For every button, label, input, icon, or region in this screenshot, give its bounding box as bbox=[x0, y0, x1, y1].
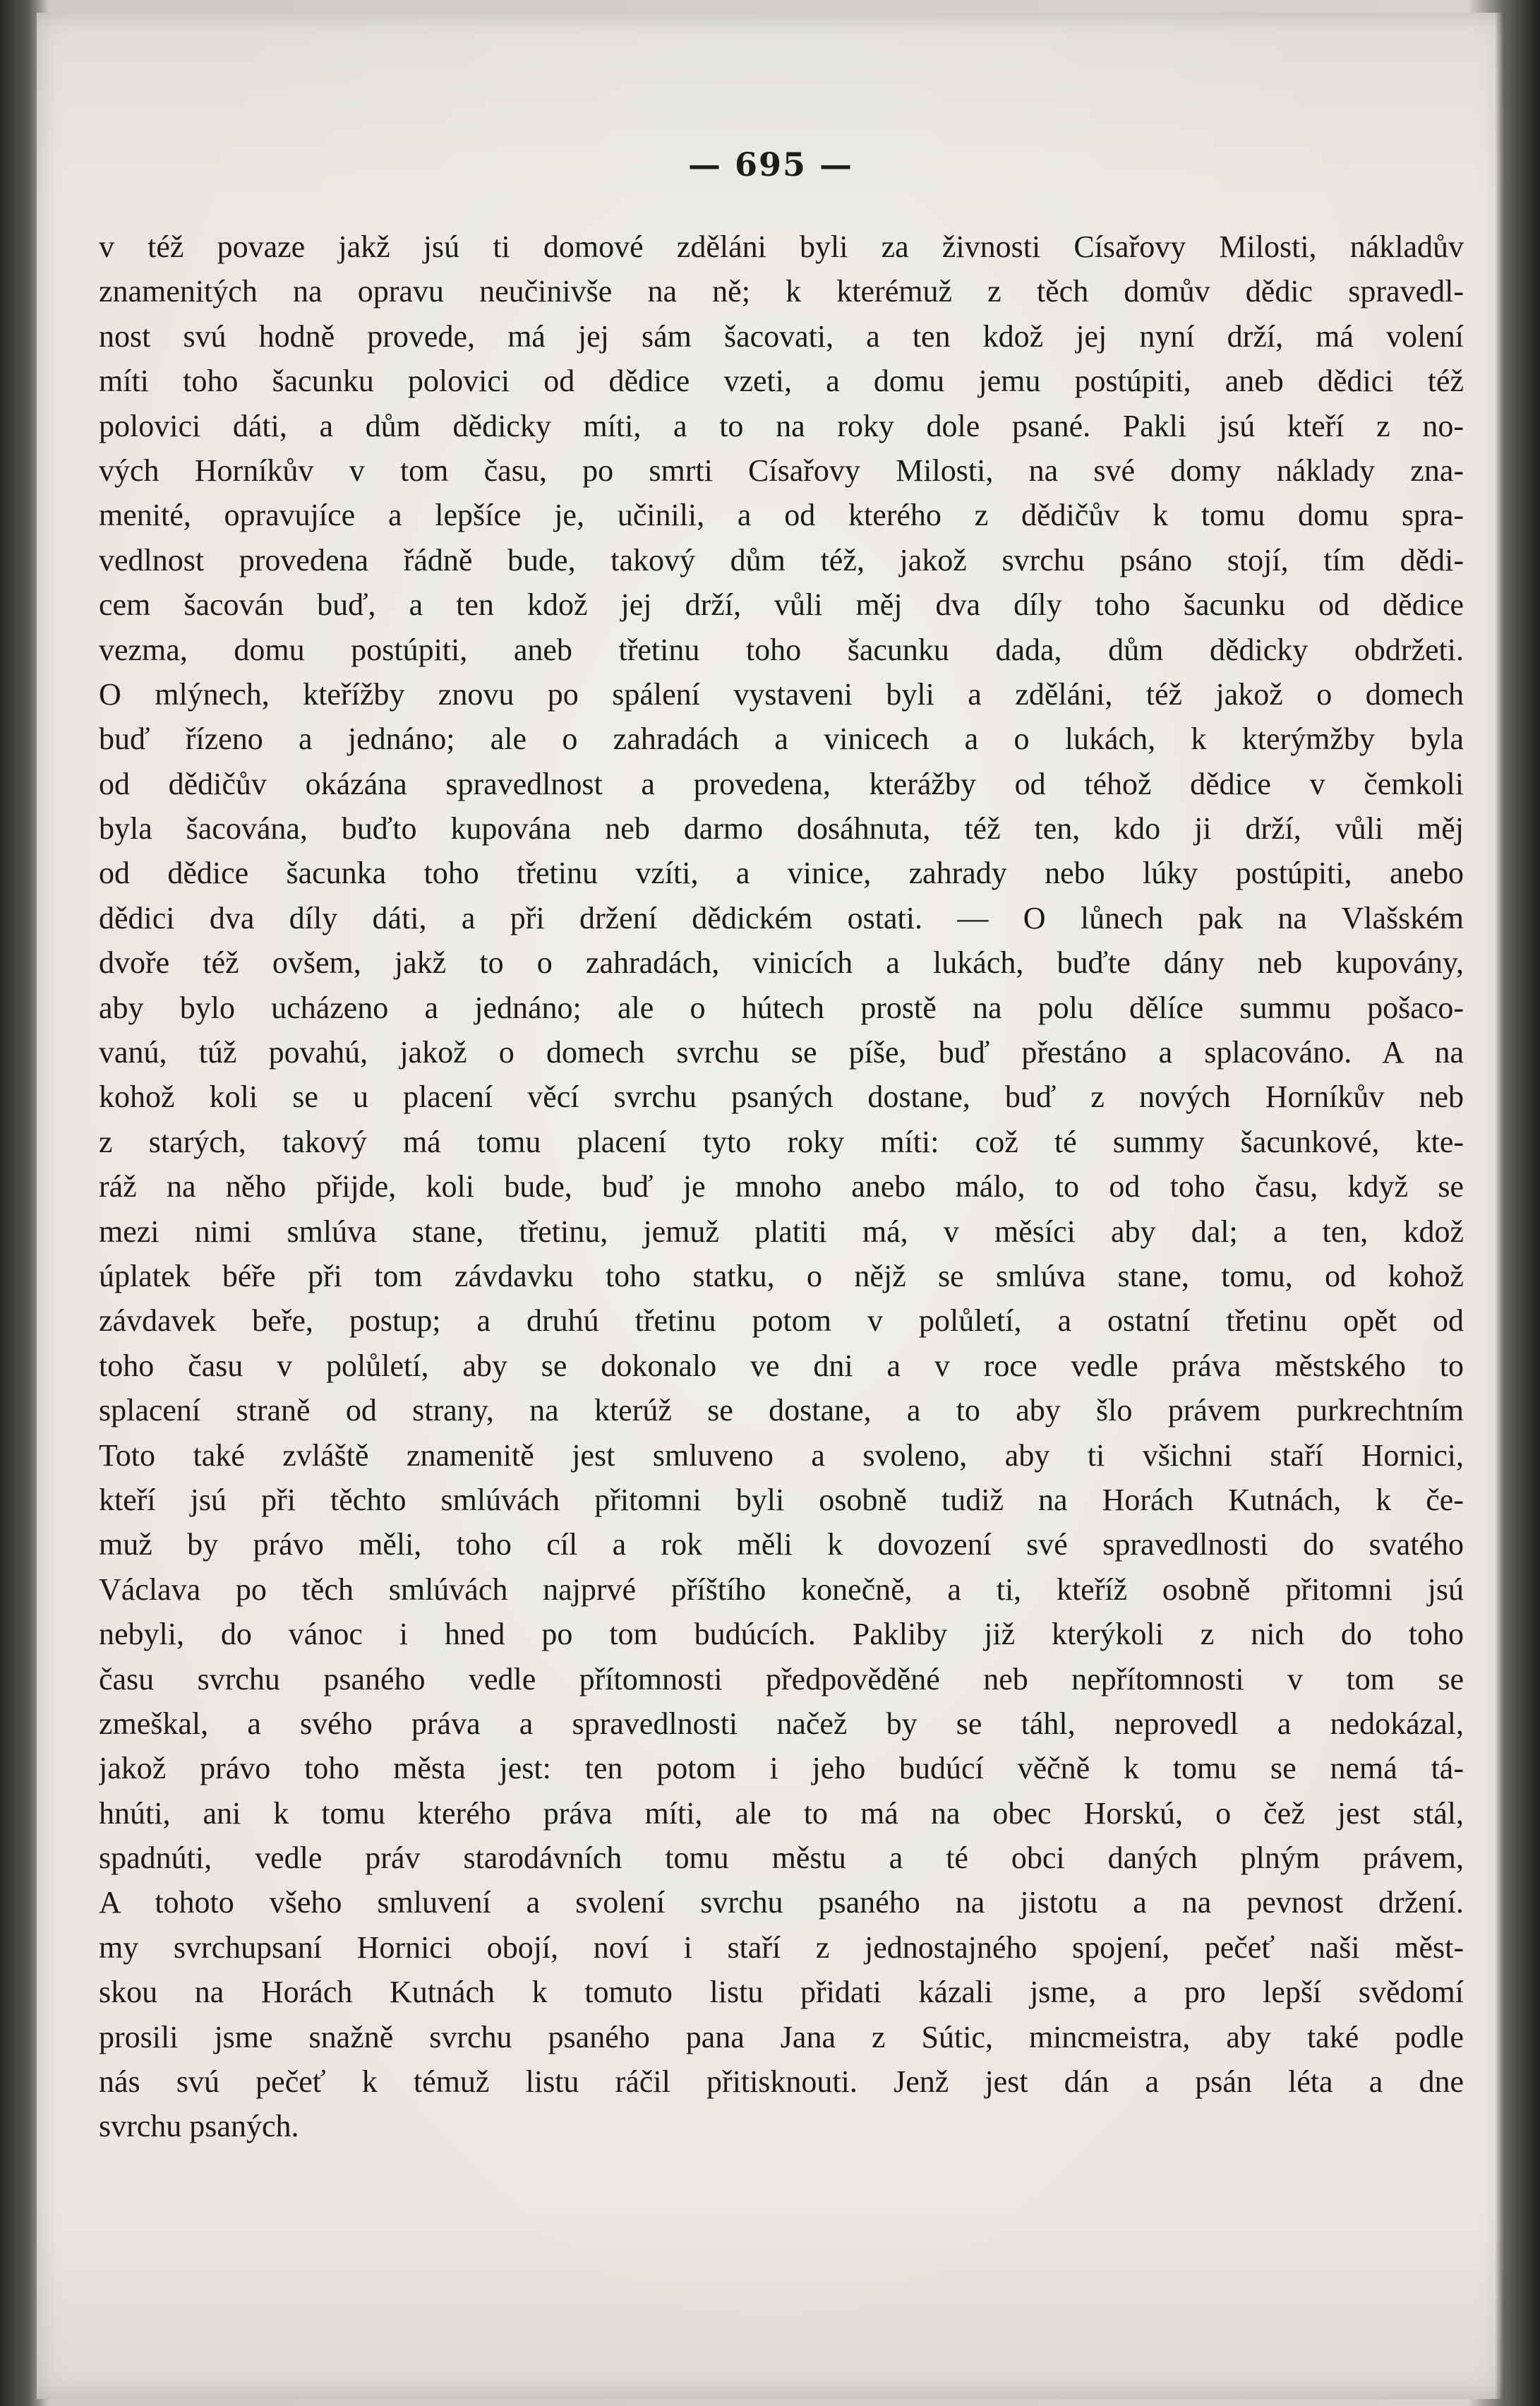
text-line: ráž na něho přijde, koli bude, buď je mnoho anebo málo, to od toho času, když se bbox=[99, 1169, 1464, 1204]
text-line: nost svú hodně provede, má jej sám šacovati, a ten kdož jej nyní drží, má volení bbox=[99, 318, 1464, 354]
text-line: závdavek beře, postup; a druhú třetinu potom v polůletí, a ostatní třetinu opět od bbox=[99, 1303, 1464, 1339]
text-line: dědici dva díly dáti, a při držení dědickém ostati. — O lůnech pak na Vlašském bbox=[99, 900, 1464, 935]
text-line: od dědice šacunka toho třetinu vzíti, a vinice, zahrady nebo lúky postúpiti, anebo bbox=[99, 856, 1464, 891]
text-line: v též povaze jakž jsú ti domové zděláni byli za živnosti Císařovy Milosti, nákladův bbox=[99, 229, 1464, 264]
text-line: dvoře též ovšem, jakž to o zahradách, vinicích a lukách, buďte dány neb kupovány, bbox=[99, 945, 1464, 981]
text-line: A tohoto všeho smluvení a svolení svrchu psaného na jistotu a na pevnost držení. bbox=[99, 1885, 1464, 1920]
text-line: O mlýnech, kteřížby znovu po spálení vystaveni byli a zděláni, též jakož o domech bbox=[99, 676, 1464, 712]
text-line: mezi nimi smlúva stane, třetinu, jemuž platiti má, v měsíci aby dal; a ten, kdož bbox=[99, 1214, 1464, 1249]
text-line: vedlnost provedena řádně bude, takový dům též, jakož svrchu psáno stojí, tím dědi- bbox=[99, 542, 1464, 577]
page-gutter-shadow bbox=[1495, 13, 1505, 2399]
text-line: Václava po těch smlúvách najprvé příštího konečně, a ti, kteříž osobně přitomni jsú bbox=[99, 1572, 1464, 1607]
page-number: — 695 — bbox=[687, 145, 854, 184]
text-line: času svrchu psaného vedle přítomnosti předpověděné neb nepřítomnosti v tom se bbox=[99, 1661, 1464, 1696]
text-line: aby bylo ucházeno a jednáno; ale o hútech prostě na polu dělíce summu pošaco- bbox=[99, 990, 1464, 1025]
text-line: toho času v polůletí, aby se dokonalo ve dni a v roce vedle práva městského to bbox=[99, 1348, 1464, 1383]
text-line: kohož koli se u placení věcí svrchu psaných dostane, buď z nových Horníkův neb bbox=[99, 1079, 1464, 1115]
text-line: kteří jsú při těchto smlúvách přitomni byli osobně tudiž na Horách Kutnách, k če- bbox=[99, 1482, 1464, 1517]
text-line: hnúti, ani k tomu kterého práva míti, ale to má na obec Horskú, o čež jest stál, bbox=[99, 1795, 1464, 1831]
text-line: byla šacována, buďto kupována neb darmo dosáhnuta, též ten, kdo ji drží, vůli měj bbox=[99, 811, 1464, 846]
text-line: vezma, domu postúpiti, aneb třetinu toho šacunku dada, dům dědicky obdržeti. bbox=[99, 632, 1464, 667]
book-page bbox=[37, 13, 1505, 2399]
text-line: znamenitých na opravu neučinivše na ně; k kterémuž z těch domův dědic spravedl- bbox=[99, 274, 1464, 309]
text-line: skou na Horách Kutnách k tomuto listu přidati kázali jsme, a pro lepší svědomí bbox=[99, 1975, 1464, 2010]
text-line: cem šacován buď, a ten kdož jej drží, vůli měj dva díly toho šacunku od dědice bbox=[99, 587, 1464, 623]
text-line: my svrchupsaní Hornici obojí, noví i staří z jednostajného spojení, pečeť naši měst- bbox=[99, 1929, 1464, 1965]
text-line: vých Horníkův v tom času, po smrti Císařovy Milosti, na své domy náklady zna- bbox=[99, 453, 1464, 488]
text-line: splacení straně od strany, na kterúž se dostane, a to aby šlo právem purkrechtním bbox=[99, 1393, 1464, 1428]
text-line: spadnúti, vedle práv starodávních tomu městu a té obci daných plným právem, bbox=[99, 1841, 1464, 1876]
text-line: z starých, takový má tomu placení tyto roky míti: což té summy šacunkové, kte- bbox=[99, 1124, 1464, 1159]
text-line: míti toho šacunku polovici od dědice vzeti, a domu jemu postúpiti, aneb dědici též bbox=[99, 364, 1464, 399]
text-line-final: svrchu psaných. bbox=[99, 2109, 299, 2144]
text-line: Toto také zvláště znamenitě jest smluveno a svoleno, aby ti všichni staří Hornici, bbox=[99, 1437, 1464, 1473]
text-line: nebyli, do vánoc i hned po tom budúcích. Pakliby již kterýkoli z nich do toho bbox=[99, 1617, 1464, 1652]
text-line: polovici dáti, a dům dědicky míti, a to na roky dole psané. Pakli jsú kteří z no- bbox=[99, 408, 1464, 443]
text-line: vanú, túž povahú, jakož o domech svrchu se píše, buď přestáno a splacováno. A na bbox=[99, 1035, 1464, 1070]
text-line: jakož právo toho města jest: ten potom i jeho budúcí věčně k tomu se nemá tá- bbox=[99, 1751, 1464, 1786]
text-line: nás svú pečeť k témuž listu ráčil přitisknouti. Jenž jest dán a psán léta a dne bbox=[99, 2064, 1464, 2100]
text-line: menité, opravujíce a lepšíce je, učinili, a od kterého z dědičův k tomu domu spra- bbox=[99, 498, 1464, 533]
text-line: buď řízeno a jednáno; ale o zahradách a vinicech a o lukách, k kterýmžby byla bbox=[99, 722, 1464, 757]
text-line: muž by právo měli, toho cíl a rok měli k dovození své spravedlnosti do svatého bbox=[99, 1527, 1464, 1562]
text-line: zmeškal, a svého práva a spravedlnosti načež by se táhl, neprovedl a nedokázal, bbox=[99, 1706, 1464, 1741]
text-line: od dědičův okázána spravedlnost a provedena, kterážby od téhož dědice v čemkoli bbox=[99, 766, 1464, 801]
text-line: úplatek béře při tom závdavku toho statku, o nějž se smlúva stane, tomu, od kohož bbox=[99, 1258, 1464, 1293]
text-line: prosili jsme snažně svrchu psaného pana Jana z Sútic, mincmeistra, aby také podle bbox=[99, 2019, 1464, 2054]
body-text bbox=[99, 225, 1464, 2149]
